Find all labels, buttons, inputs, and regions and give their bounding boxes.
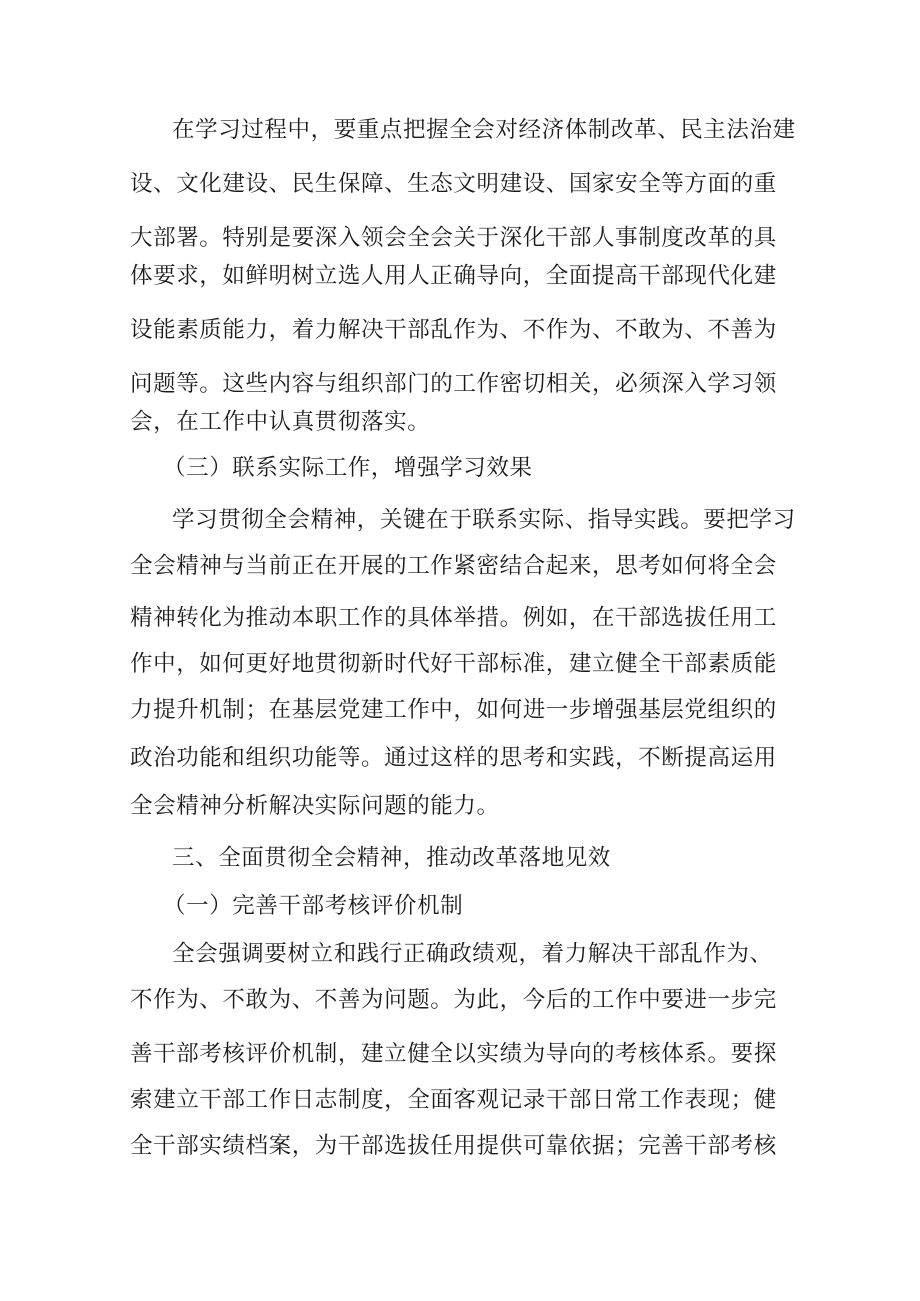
paragraph-line: 全会强调要树立和践行正确政绩观，着力解决干部乱作为、: [172, 941, 773, 967]
paragraph-line: 全会精神分析解决实际问题的能力。: [130, 793, 500, 819]
paragraph-line: 政治功能和组织功能等。通过这样的思考和实践，不断提高运用: [130, 745, 777, 771]
paragraph-line: 全会精神与当前正在开展的工作紧密结合起来，思考如何将全会: [130, 553, 777, 579]
paragraph-line: 设能素质能力，着力解决干部乱作为、不作为、不敢为、不善为: [130, 317, 777, 343]
paragraph-line: 索建立干部工作日志制度，全面客观记录干部日常工作表现；健: [130, 1087, 777, 1113]
section-heading-3: （三）联系实际工作，增强学习效果: [163, 455, 533, 481]
paragraph-line: 会，在工作中认真贯彻落实。: [130, 409, 431, 435]
paragraph-line: 全干部实绩档案，为干部选拔任用提供可靠依据；完善干部考核: [130, 1133, 777, 1159]
chapter-heading: 三、全面贯彻全会精神，推动改革落地见效: [172, 845, 611, 871]
paragraph-line: 作中，如何更好地贯彻新时代好干部标准，建立健全干部素质能: [130, 651, 777, 677]
paragraph-line: 力提升机制；在基层党建工作中，如何进一步增强基层党组织的: [130, 697, 777, 723]
paragraph-line: 在学习过程中，要重点把握全会对经济体制改革、民主法治建: [172, 117, 796, 143]
paragraph-line: 精神转化为推动本职工作的具体举措。例如，在干部选拔任用工: [130, 605, 777, 631]
paragraph-line: 问题等。这些内容与组织部门的工作密切相关，必须深入学习领: [130, 371, 777, 397]
paragraph-line: 善干部考核评价机制，建立健全以实绩为导向的考核体系。要探: [130, 1041, 777, 1067]
paragraph-line: 体要求，如鲜明树立选人用人正确导向，全面提高干部现代化建: [130, 263, 777, 289]
section-heading-1: （一）完善干部考核评价机制: [163, 893, 464, 919]
paragraph-line: 学习贯彻全会精神，关键在于联系实际、指导实践。要把学习: [172, 507, 796, 533]
paragraph-line: 大部署。特别是要深入领会全会关于深化干部人事制度改革的具: [130, 225, 777, 251]
paragraph-line: 设、文化建设、民生保障、生态文明建设、国家安全等方面的重: [130, 171, 777, 197]
paragraph-line: 不作为、不敢为、不善为问题。为此，今后的工作中要进一步完: [130, 987, 777, 1013]
